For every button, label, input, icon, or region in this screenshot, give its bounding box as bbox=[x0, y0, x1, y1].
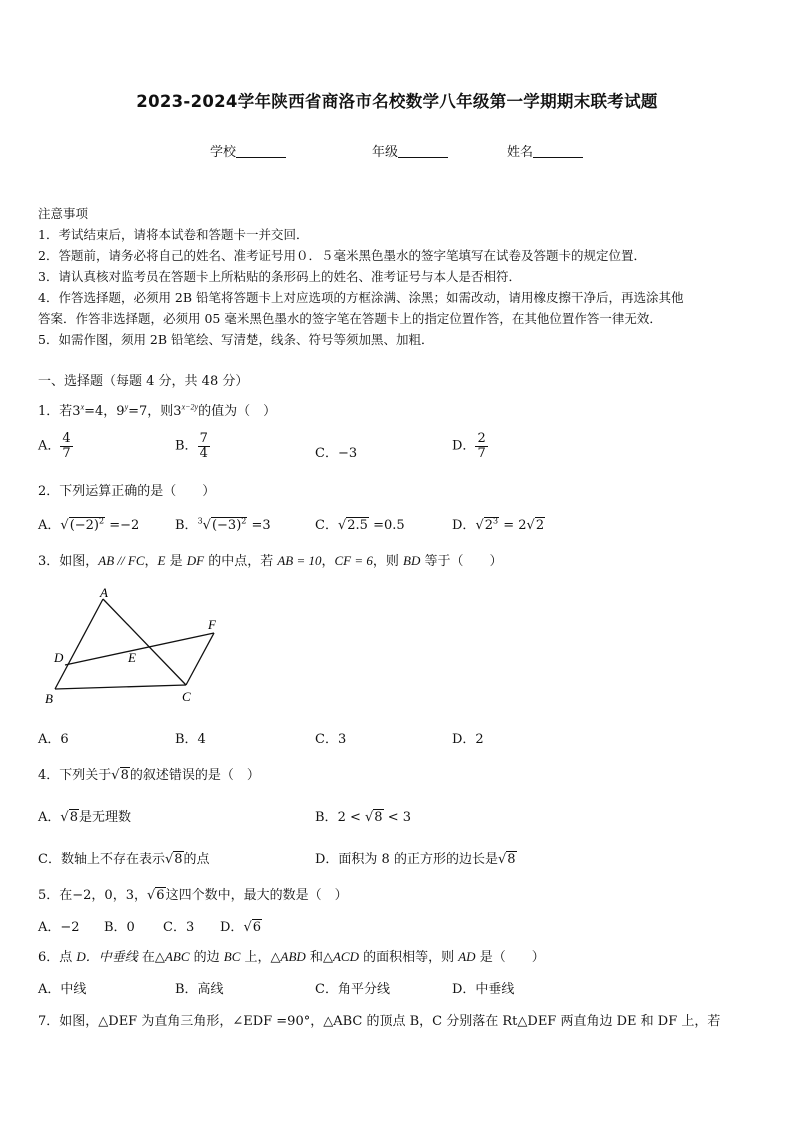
q4-option-a[interactable]: A．√8是无理数 bbox=[38, 810, 131, 825]
q4-option-d[interactable]: D．面积为 8 的正方形的边长是√8 bbox=[315, 852, 516, 867]
question-4: 4．下列关于√8的叙述错误的是（ ） bbox=[38, 768, 260, 783]
q6-option-d[interactable]: D．中垂线 bbox=[452, 982, 515, 997]
q4-option-b[interactable]: B．2 < √8 < 3 bbox=[315, 810, 412, 825]
question-3: 3．如图，AB // FC，E 是 DF 的中点，若 AB = 10，CF = 6，则 BD 等于（ ） bbox=[38, 553, 503, 569]
question-1: 1．若$3^x=4$，$9^y=7$，则$3^{x-2y}$的值为（ ） bbox=[38, 402, 277, 419]
label-f: F bbox=[208, 617, 216, 632]
notice-item-4: 4．作答选择题，必须用 2B 铅笔将答题卡上对应选项的方框涂满、涂黑；如需改动，请用橡皮擦干净后，再选涂其他 bbox=[38, 290, 684, 305]
label-c: C bbox=[182, 689, 191, 704]
name-field bbox=[507, 141, 583, 160]
q1-option-d[interactable]: D． $\frac{2}{7}$ bbox=[452, 431, 486, 461]
notice-item-1: 1．考试结束后，请将本试卷和答题卡一并交回． bbox=[38, 227, 309, 242]
question-2: 2．下列运算正确的是（ ） bbox=[38, 484, 216, 499]
question-5: 5．在−2，0，3，√6这四个数中，最大的数是（ ） bbox=[38, 888, 348, 903]
notice-item-2: 2．答题前，请务必将自己的姓名、准考证号用０．５毫米黑色墨水的签字笔填写在试卷及答题卡的规定位置． bbox=[38, 248, 646, 263]
q3-option-c[interactable]: C．3 bbox=[315, 732, 347, 747]
q3-figure bbox=[40, 585, 230, 710]
question-6: 6．点 D．中垂线 在△ABC 的边 BC 上，△ABD 和△ACD 的面积相等，则 AD 是（ ） bbox=[38, 949, 545, 965]
q1-option-b[interactable]: B． $\frac{7}{4}$ bbox=[175, 431, 208, 461]
grade-blank bbox=[398, 144, 448, 158]
segment-df bbox=[65, 633, 214, 665]
q3-option-a[interactable]: A．6 bbox=[38, 732, 69, 747]
label-b: B bbox=[45, 691, 53, 706]
q2-option-b[interactable]: B．$^3√(-3)^2 =3$ bbox=[175, 516, 271, 533]
notice-heading: 注意事项 bbox=[38, 206, 89, 221]
page-title: 2023-2024学年陕西省商洛市名校数学八年级第一学期期末联考试题 bbox=[136, 92, 658, 111]
label-e: E bbox=[128, 650, 136, 665]
grade-field bbox=[372, 141, 448, 160]
q3-option-d[interactable]: D．2 bbox=[452, 732, 484, 747]
q5-option-a[interactable]: A．−2 bbox=[38, 920, 80, 935]
segment-ab bbox=[55, 599, 103, 689]
q5-option-c[interactable]: C．3 bbox=[163, 920, 195, 935]
q6-option-b[interactable]: B．高线 bbox=[175, 982, 224, 997]
notice-item-5: 5．如需作图，须用 2B 铅笔绘、写清楚，线条、符号等须加黑、加粗． bbox=[38, 332, 434, 347]
q6-option-a[interactable]: A．中线 bbox=[38, 982, 87, 997]
q1-option-c[interactable]: C．−3 bbox=[315, 446, 358, 461]
school-blank bbox=[236, 144, 286, 158]
school-label: 学校 bbox=[210, 145, 237, 160]
q2-option-d[interactable]: D．$√2^3 = 2√2$ bbox=[452, 516, 545, 533]
q6-option-c[interactable]: C．角平分线 bbox=[315, 982, 390, 997]
label-a: A bbox=[100, 585, 108, 600]
segment-bc bbox=[55, 685, 186, 689]
q3-option-b[interactable]: B．4 bbox=[175, 732, 206, 747]
notice-item-3: 3．请认真核对监考员在答题卡上所粘贴的条形码上的姓名、准考证号与本人是否相符． bbox=[38, 269, 521, 284]
grade-label: 年级 bbox=[372, 145, 399, 160]
notice-item-4-cont: 答案．作答非选择题，必须用 05 毫米黑色墨水的签字笔在答题卡上的指定位置作答，在其他位置作答一律无效． bbox=[38, 311, 662, 326]
name-label: 姓名 bbox=[507, 145, 534, 160]
question-7: 7．如图，△DEF 为直角三角形，∠EDF =90°，△ABC 的顶点 B，C 分别落在 Rt△DEF 两直角边 DE 和 DF 上，若 bbox=[38, 1014, 721, 1029]
q2-option-a[interactable]: A．$√(-2)^2 =-2$ bbox=[38, 516, 140, 533]
name-blank bbox=[533, 144, 583, 158]
school-field bbox=[210, 141, 286, 160]
q2-option-c[interactable]: C．√2.5 =0.5 bbox=[315, 518, 405, 533]
label-d: D bbox=[54, 650, 64, 665]
segment-cf bbox=[186, 633, 214, 685]
q4-option-c[interactable]: C．数轴上不存在表示√8的点 bbox=[38, 852, 210, 867]
q5-option-d[interactable]: D．√6 bbox=[220, 920, 262, 935]
q1-option-a[interactable]: A． $\frac{4}{7}$ bbox=[38, 431, 71, 461]
section-heading: 一、选择题（每题 4 分，共 48 分） bbox=[38, 374, 249, 389]
q5-option-b[interactable]: B．0 bbox=[104, 920, 135, 935]
